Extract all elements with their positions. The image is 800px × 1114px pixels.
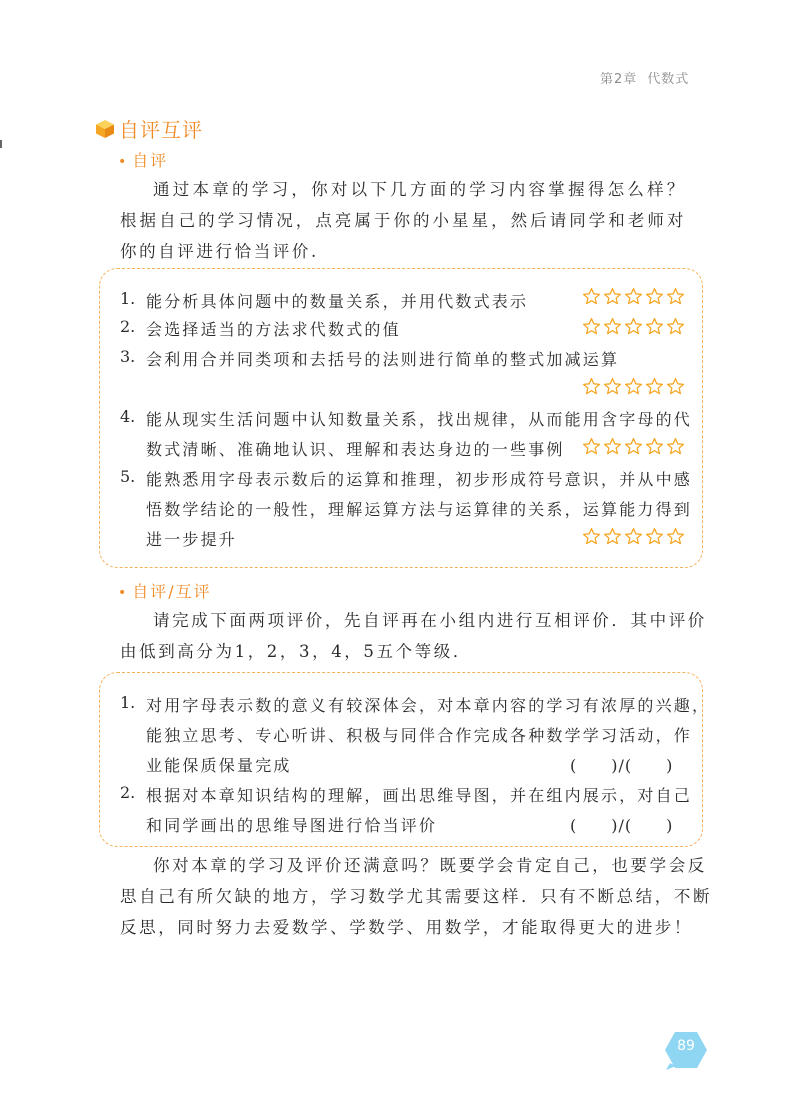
mutual-intro-line: 由低到高分为1，2，3，4，5五个等级． [120,642,472,661]
star-icon[interactable] [603,377,622,396]
star-icon[interactable] [645,527,664,546]
mutual-item-number: 2. [120,783,136,802]
mutual-item-text: 和同学画出的思维导图进行恰当评价 [146,816,438,835]
closing-line: 思自己有所欠缺的地方，学习数学尤其需要这样．只有不断总结，不断 [120,887,713,906]
star-rating[interactable] [582,377,685,396]
star-icon[interactable] [603,287,622,306]
mutual-eval-heading-text: 自评/互评 [132,582,212,601]
running-header [600,68,720,87]
self-eval-heading: • 自评 [118,151,169,170]
self-item-text: 能熟悉用字母表示数后的运算和推理，初步形成符号意识，并从中感 [146,470,693,489]
star-rating[interactable] [582,527,685,546]
self-item-text: 能分析具体问题中的数量关系，并用代数式表示 [146,292,529,311]
star-icon[interactable] [582,377,601,396]
star-icon[interactable] [666,287,685,306]
mutual-eval-heading: • 自评/互评 [118,582,212,601]
star-icon[interactable] [624,287,643,306]
mutual-item-number: 1. [120,693,136,712]
self-item-text: 数式清晰、准确地认识、理解和表达身边的一些事例 [146,440,565,459]
self-item-text: 悟数学结论的一般性，理解运算方法与运算律的关系，运算能力得到 [146,500,693,519]
score-blank[interactable]: ( )/( ) [570,756,674,775]
star-icon[interactable] [666,317,685,336]
self-eval-intro: 通过本章的学习，你对以下几方面的学习内容掌握得怎么样？根据自己的学习情况，点亮属于你的小星星，然后请同学和老师对你的自评进行恰当评价. [120,180,686,261]
star-icon[interactable] [624,437,643,456]
self-item-text: 会选择适当的方法求代数式的值 [146,320,401,339]
star-icon[interactable] [666,377,685,396]
self-eval-box [99,268,703,568]
star-icon[interactable] [582,437,601,456]
star-icon[interactable] [582,287,601,306]
self-item-text: 会利用合并同类项和去括号的法则进行简单的整式加减运算 [146,350,620,369]
self-item-number: 1. [120,289,136,308]
self-item-number: 4. [120,407,136,426]
page-number: 89 [677,1038,695,1054]
star-rating[interactable] [582,317,685,336]
margin-mark [0,140,2,148]
section-title [95,114,203,143]
mutual-item-text: 根据对本章知识结构的理解，画出思维导图，并在组内展示，对自己 [146,786,693,805]
star-icon[interactable] [645,317,664,336]
star-icon[interactable] [666,437,685,456]
self-item-text: 进一步提升 [146,530,238,549]
star-icon[interactable] [666,527,685,546]
star-icon[interactable] [603,527,622,546]
star-icon[interactable] [582,317,601,336]
section-title-text: 自评互评 [119,118,203,142]
star-rating[interactable] [582,437,685,456]
star-icon[interactable] [603,317,622,336]
star-icon[interactable] [603,437,622,456]
star-icon[interactable] [645,377,664,396]
self-item-number: 2. [120,317,136,336]
closing-line: 反思，同时努力去爱数学、学数学、用数学，才能取得更大的进步！ [120,918,693,937]
star-icon[interactable] [645,287,664,306]
self-item-text: 能从现实生活问题中认知数量关系，找出规律，从而能用含字母的代 [146,410,693,429]
star-icon[interactable] [582,527,601,546]
chapter-title: 代数式 [647,72,690,87]
self-item-number: 5. [120,467,136,486]
closing-paragraph [120,850,713,943]
mutual-item-text: 能独立思考、专心听讲、积极与同伴合作完成各种数学学习活动，作 [146,726,693,745]
star-rating[interactable] [582,287,685,306]
mutual-eval-box [99,672,711,847]
cube-icon [95,119,115,139]
star-icon[interactable] [624,317,643,336]
chapter-label: 第2章 [600,72,638,87]
star-icon[interactable] [624,527,643,546]
self-eval-heading-text: 自评 [132,151,169,170]
star-icon[interactable] [645,437,664,456]
mutual-eval-intro [120,605,707,667]
self-item-number: 3. [120,347,136,366]
mutual-intro-line: 请完成下面两项评价，先自评再在小组内进行互相评价．其中评价 [153,611,707,630]
mutual-item-text: 对用字母表示数的意义有较深体会，对本章内容的学习有浓厚的兴趣， [146,696,711,715]
mutual-item-text: 业能保质保量完成 [146,756,292,775]
closing-line: 你对本章的学习及评价还满意吗？既要学会肯定自己，也要学会反 [153,856,707,875]
star-icon[interactable] [624,377,643,396]
score-blank[interactable]: ( )/( ) [570,816,674,835]
